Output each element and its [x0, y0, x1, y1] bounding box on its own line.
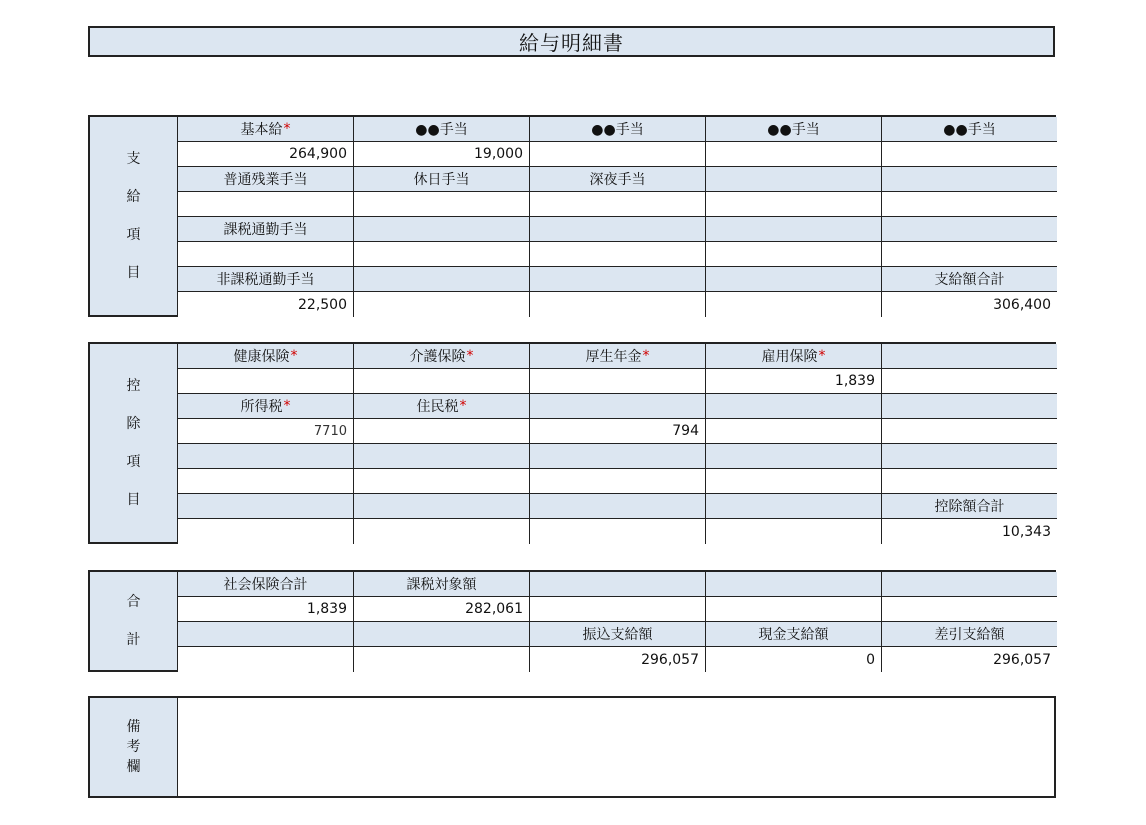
payments-label-cell: [882, 167, 1057, 192]
deductions-value-cell[interactable]: [706, 469, 882, 494]
payments-value-cell[interactable]: [706, 142, 882, 167]
deductions-label-cell: [530, 344, 706, 369]
deductions-label-text: 健康保険: [233, 349, 290, 365]
payments-value-cell[interactable]: [530, 242, 706, 267]
payments-label-text: 非課税通勤手当: [216, 272, 315, 288]
totals-value-cell[interactable]: [882, 597, 1057, 622]
totals-label-cell: [530, 622, 706, 647]
totals-label-cell: [354, 572, 530, 597]
payments-label-text: ●●手当: [767, 122, 820, 138]
deductions-label-cell: [178, 494, 354, 519]
totals-label-cell: [178, 572, 354, 597]
payments-label-cell: [354, 217, 530, 242]
deductions-value-cell[interactable]: [530, 369, 706, 394]
payments-value-cell[interactable]: [882, 142, 1057, 167]
payments-label-cell: [530, 217, 706, 242]
deductions-label-cell: [706, 394, 882, 419]
totals-section: [88, 570, 1056, 672]
deductions-side-label: [90, 344, 178, 542]
totals-value-cell[interactable]: [178, 597, 354, 622]
payments-label-cell: [882, 217, 1057, 242]
totals-value-cell[interactable]: [706, 597, 882, 622]
payments-side-char: 給: [126, 189, 141, 205]
totals-value-text: 282,061: [465, 601, 523, 617]
deductions-value-cell[interactable]: [882, 369, 1057, 394]
payments-section: [88, 115, 1056, 317]
payments-label-cell: [178, 267, 354, 292]
deductions-section: [88, 342, 1056, 544]
payments-label-cell: [178, 117, 354, 142]
totals-value-cell[interactable]: [354, 597, 530, 622]
deductions-label-cell: [882, 344, 1057, 369]
deductions-side-char: 除: [126, 416, 141, 432]
required-mark: *: [283, 398, 291, 414]
payments-label-cell: [706, 267, 882, 292]
payments-value-cell[interactable]: [706, 242, 882, 267]
deductions-value-cell[interactable]: [530, 519, 706, 544]
deductions-label-text: 雇用保険: [761, 349, 818, 365]
payments-value-cell[interactable]: [354, 192, 530, 217]
deductions-label-cell: [706, 344, 882, 369]
deductions-value-cell[interactable]: [178, 419, 354, 444]
deductions-label-cell: [530, 494, 706, 519]
payments-value-cell[interactable]: [354, 142, 530, 167]
totals-side-label: [90, 572, 178, 670]
totals-value-cell[interactable]: [530, 597, 706, 622]
deductions-value-cell[interactable]: [706, 519, 882, 544]
totals-value-text: 296,057: [993, 651, 1051, 668]
deductions-value-cell[interactable]: [882, 469, 1057, 494]
deductions-label-text: 介護保険: [409, 349, 466, 365]
deductions-label-cell: [530, 444, 706, 469]
payments-label-text: ●●手当: [943, 122, 996, 138]
deductions-value-cell[interactable]: [354, 519, 530, 544]
deductions-value-cell[interactable]: [706, 419, 882, 444]
remarks-field[interactable]: [178, 698, 1054, 796]
totals-value-cell[interactable]: [882, 647, 1057, 672]
deductions-side-char: 目: [126, 492, 141, 508]
payments-label-cell: [882, 117, 1057, 142]
totals-value-text: 0: [866, 651, 875, 668]
deductions-label-cell: [882, 444, 1057, 469]
deductions-label-text: 住民税: [416, 399, 459, 415]
totals-label-text: 社会保険合計: [223, 577, 308, 593]
payments-value-cell[interactable]: [706, 292, 882, 317]
required-mark: *: [283, 121, 291, 137]
deductions-side-char: 控: [126, 378, 141, 394]
deductions-value-text: 7710: [313, 423, 347, 439]
deductions-label-cell: [178, 344, 354, 369]
deductions-table: [178, 344, 1057, 542]
payments-value-cell[interactable]: [354, 292, 530, 317]
payments-value-cell[interactable]: [178, 192, 354, 217]
payments-label-text: 普通残業手当: [223, 172, 308, 188]
payments-value-cell[interactable]: [354, 242, 530, 267]
deductions-label-cell: [354, 394, 530, 419]
payments-value-text: 264,900: [289, 146, 347, 162]
payments-label-text: ●●手当: [415, 122, 468, 138]
totals-table: [178, 572, 1057, 670]
payments-label-cell: [530, 117, 706, 142]
payments-side-char: 支: [126, 151, 141, 167]
remarks-side-label: [90, 698, 178, 796]
payments-value-cell[interactable]: [530, 292, 706, 317]
totals-side-char: 計: [126, 632, 141, 648]
payments-label-cell: [706, 217, 882, 242]
deductions-value-cell[interactable]: [178, 369, 354, 394]
deductions-label-text: 所得税: [240, 399, 283, 415]
payments-side-char: 目: [126, 265, 141, 281]
payments-value-cell[interactable]: [178, 292, 354, 317]
deductions-label-text: 厚生年金: [585, 349, 642, 365]
deductions-value-cell[interactable]: [178, 519, 354, 544]
payments-value-cell[interactable]: [882, 242, 1057, 267]
deductions-label-cell: [706, 494, 882, 519]
required-mark: *: [459, 398, 467, 414]
totals-label-cell: [530, 572, 706, 597]
page-title: 給与明細書: [88, 26, 1055, 57]
payments-value-cell[interactable]: [178, 142, 354, 167]
payments-label-cell: [354, 117, 530, 142]
deductions-value-cell[interactable]: [882, 519, 1057, 544]
totals-label-text: 課税対象額: [406, 577, 477, 593]
totals-label-cell: [354, 622, 530, 647]
payments-label-cell: [706, 167, 882, 192]
totals-value-text: 296,057: [641, 651, 699, 668]
payments-side-char: 項: [126, 227, 141, 243]
payments-value-text: 19,000: [474, 146, 523, 162]
deductions-value-text: 794: [672, 423, 699, 439]
payments-side-label: [90, 117, 178, 315]
payments-value-text: 22,500: [298, 296, 347, 313]
required-mark: *: [290, 348, 298, 364]
payments-label-text: 基本給: [240, 122, 283, 138]
payments-value-text: 306,400: [993, 296, 1051, 313]
totals-label-cell: [178, 622, 354, 647]
totals-label-text: 差引支給額: [934, 627, 1005, 643]
totals-label-cell: [882, 622, 1057, 647]
payments-value-cell[interactable]: [706, 192, 882, 217]
totals-label-cell: [882, 572, 1057, 597]
payments-value-cell[interactable]: [530, 192, 706, 217]
payments-table: [178, 117, 1057, 315]
deductions-value-cell[interactable]: [354, 469, 530, 494]
payments-value-cell[interactable]: [882, 192, 1057, 217]
payments-label-text: 課税通勤手当: [223, 222, 308, 238]
totals-label-text: 現金支給額: [758, 627, 829, 643]
remarks-section: [88, 696, 1056, 798]
totals-side-char: 合: [126, 594, 141, 610]
deductions-label-cell: [706, 444, 882, 469]
payments-value-cell[interactable]: [178, 242, 354, 267]
deductions-value-cell[interactable]: [354, 369, 530, 394]
totals-label-cell: [706, 622, 882, 647]
payments-label-text: ●●手当: [591, 122, 644, 138]
payments-label-text: 休日手当: [413, 172, 470, 188]
deductions-label-cell: [354, 344, 530, 369]
required-mark: *: [818, 348, 826, 364]
payments-label-text: 支給額合計: [934, 272, 1005, 288]
deductions-value-cell[interactable]: [354, 419, 530, 444]
deductions-label-cell: [882, 394, 1057, 419]
deductions-label-cell: [882, 494, 1057, 519]
remarks-side-char: 考: [126, 739, 141, 755]
totals-value-cell[interactable]: [354, 647, 530, 672]
payments-label-cell: [882, 267, 1057, 292]
deductions-value-cell[interactable]: [706, 369, 882, 394]
totals-value-cell[interactable]: [178, 647, 354, 672]
payments-value-cell[interactable]: [882, 292, 1057, 317]
totals-value-cell[interactable]: [530, 647, 706, 672]
deductions-label-cell: [530, 394, 706, 419]
remarks-side-char: 備: [126, 719, 141, 735]
deductions-label-cell: [354, 444, 530, 469]
deductions-value-cell[interactable]: [530, 419, 706, 444]
payments-label-cell: [178, 217, 354, 242]
payments-label-cell: [706, 117, 882, 142]
required-mark: *: [642, 348, 650, 364]
payments-label-cell: [354, 267, 530, 292]
payments-value-cell[interactable]: [530, 142, 706, 167]
totals-label-text: 振込支給額: [582, 627, 653, 643]
required-mark: *: [466, 348, 474, 364]
deductions-side-char: 項: [126, 454, 141, 470]
remarks-side-char: 欄: [126, 759, 141, 775]
payments-label-text: 深夜手当: [589, 172, 646, 188]
deductions-value-cell[interactable]: [530, 469, 706, 494]
deductions-label-cell: [354, 494, 530, 519]
totals-value-text: 1,839: [306, 601, 347, 617]
payments-label-cell: [354, 167, 530, 192]
payments-label-cell: [530, 267, 706, 292]
deductions-value-text: 1,839: [834, 373, 875, 389]
deductions-value-cell[interactable]: [882, 419, 1057, 444]
deductions-label-cell: [178, 444, 354, 469]
totals-value-cell[interactable]: [706, 647, 882, 672]
deductions-value-cell[interactable]: [178, 469, 354, 494]
deductions-label-cell: [178, 394, 354, 419]
payments-label-cell: [178, 167, 354, 192]
payments-label-cell: [530, 167, 706, 192]
deductions-value-text: 10,343: [1002, 523, 1051, 540]
totals-label-cell: [706, 572, 882, 597]
deductions-label-text: 控除額合計: [934, 499, 1005, 515]
